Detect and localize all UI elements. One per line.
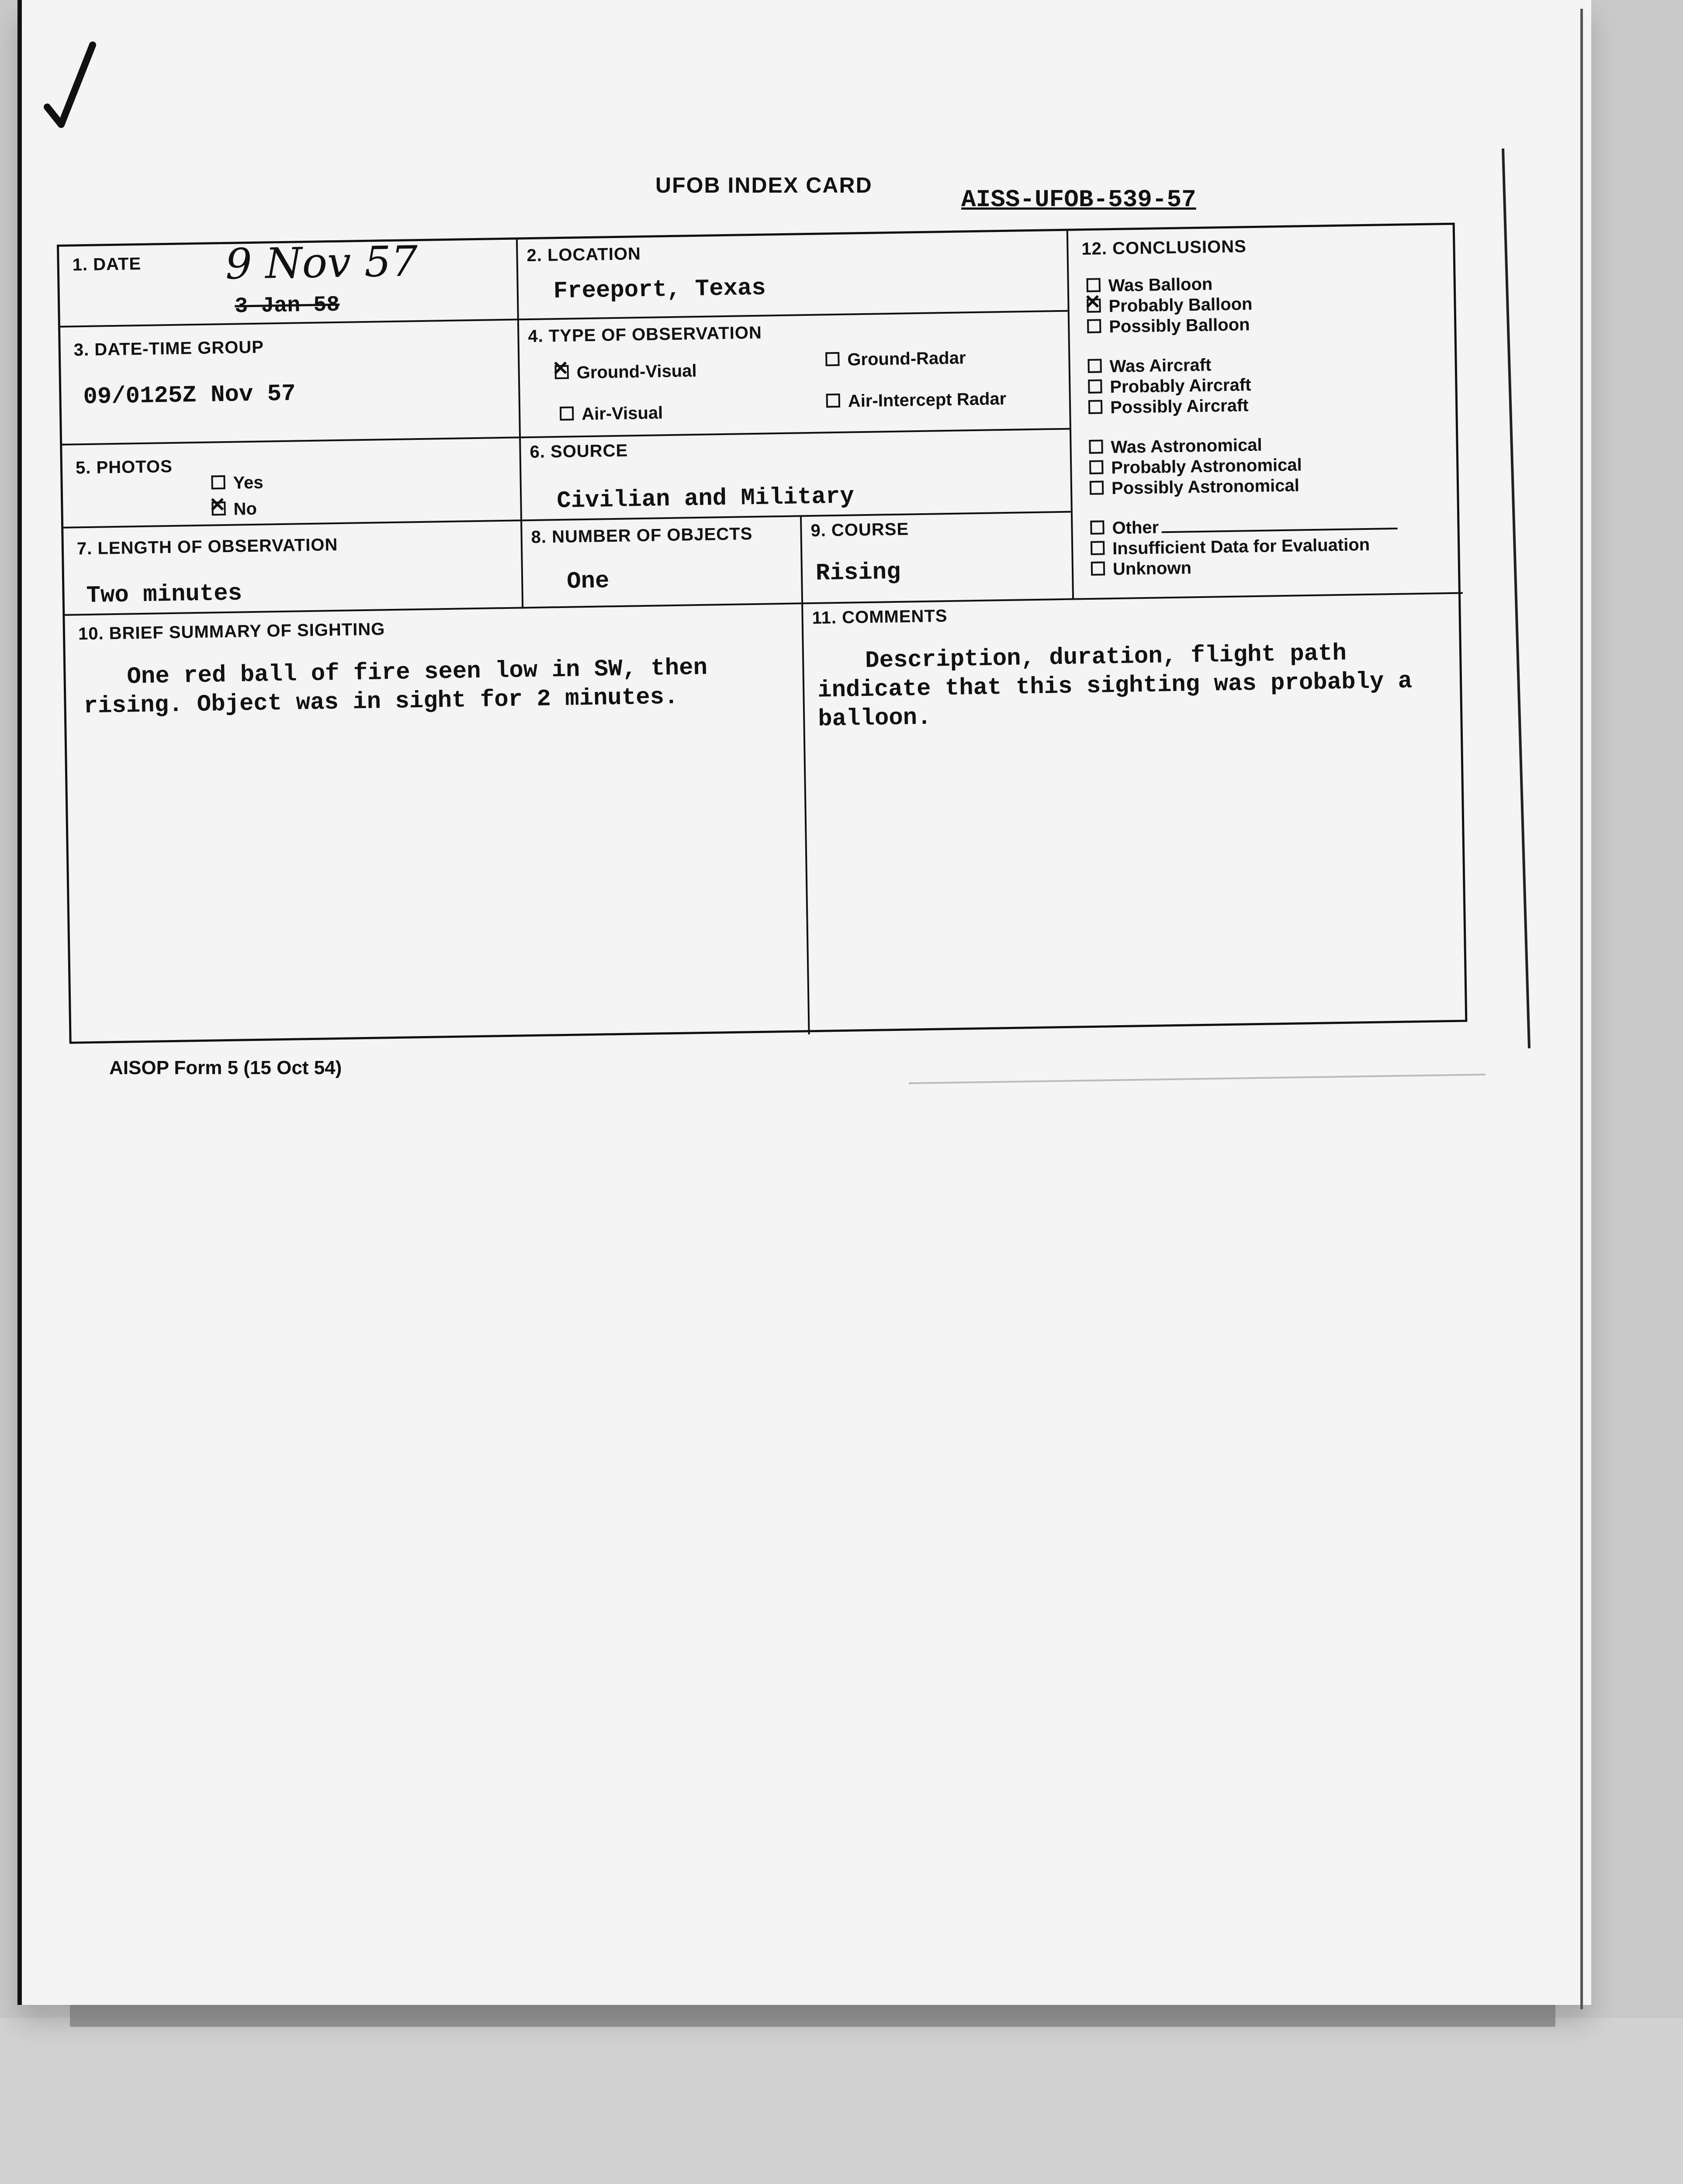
location-label: 2. LOCATION [526,244,641,266]
cell-number-of-objects [522,517,803,608]
index-card [57,223,1467,1044]
checkmark-icon [44,41,96,129]
option-ground-radar[interactable]: Ground-Radar [825,348,966,370]
comments-value: Description, duration, flight path indicate that this sighting was probably a balloon. [817,640,1413,733]
form-identifier: AISOP Form 5 (15 Oct 54) [109,1057,342,1078]
conclusion-probably-balloon[interactable]: ✕Probably Balloon [1087,294,1253,317]
option-ground-visual[interactable]: ✕Ground-Visual [554,361,697,383]
summary-value: One red ball of fire seen low in SW, then rising. Object was in sight for 2 minutes. [83,654,708,720]
page-shadow [70,2005,1555,2027]
checkbox-checked-icon[interactable] [554,365,568,379]
conclusion-possibly-astronomical[interactable]: Possibly Astronomical [1090,476,1299,499]
checkbox-checked-icon[interactable] [1087,299,1101,313]
checkbox-icon[interactable] [1088,380,1102,394]
checkbox-icon[interactable] [1089,460,1103,474]
source-label: 6. SOURCE [530,441,628,462]
cell-comments [803,594,1469,1035]
option-air-intercept-radar[interactable]: Air-Intercept Radar [826,389,1007,411]
length-of-observation-label: 7. LENGTH OF OBSERVATION [76,535,338,559]
source-value: Civilian and Military [556,483,855,515]
conclusion-possibly-aircraft[interactable]: Possibly Aircraft [1088,396,1249,418]
checkbox-icon[interactable] [1087,359,1101,373]
checkbox-icon[interactable] [1089,440,1103,454]
checkbox-icon[interactable] [1091,562,1105,576]
date-struck-value: 3 Jan 58 [234,292,340,319]
cell-location [518,231,1070,321]
cell-conclusions [1068,225,1463,600]
number-of-objects-value: One [566,568,609,595]
card-number: AISS-UFOB-539-57 [961,186,1196,214]
date-value: 9 Nov 57 [225,237,418,289]
summary-label: 10. BRIEF SUMMARY OF SIGHTING [78,619,385,644]
conclusion-insufficient-data[interactable]: Insufficient Data for Evaluation [1091,535,1370,559]
conclusion-was-aircraft[interactable]: Was Aircraft [1087,356,1211,377]
checkbox-icon[interactable] [825,352,839,366]
checkbox-icon[interactable] [1088,400,1102,414]
cell-type-of-observation [519,312,1071,439]
date-time-group-value: 09/0125Z Nov 57 [83,380,296,411]
cell-course [802,513,1074,605]
checkbox-icon[interactable] [1090,521,1104,535]
cell-photos [62,438,522,528]
checkbox-icon[interactable] [560,407,574,421]
conclusion-unknown[interactable]: Unknown [1091,558,1192,580]
option-photos-yes[interactable]: Yes [211,473,263,494]
lower-background [0,2018,1683,2184]
course-label: 9. COURSE [810,519,909,540]
comments-label: 11. COMMENTS [812,606,948,628]
checkbox-checked-icon[interactable] [211,501,225,515]
conclusion-possibly-balloon[interactable]: Possibly Balloon [1087,315,1250,337]
card-title: UFOB INDEX CARD [655,173,873,197]
option-air-visual[interactable]: Air-Visual [560,403,663,425]
cell-date [59,239,519,327]
conclusions-label: 12. CONCLUSIONS [1081,237,1247,259]
type-of-observation-label: 4. TYPE OF OBSERVATION [528,323,762,346]
other-blank-line [1161,528,1397,533]
cell-date-time-group [60,320,521,445]
conclusion-was-balloon[interactable]: Was Balloon [1086,274,1212,296]
checkbox-icon[interactable] [826,394,840,408]
number-of-objects-label: 8. NUMBER OF OBJECTS [531,524,753,547]
photos-label: 5. PHOTOS [75,456,173,478]
cell-source [521,430,1073,522]
date-label: 1. DATE [72,254,142,275]
option-photos-no[interactable]: ✕No [211,499,257,520]
conclusion-probably-aircraft[interactable]: Probably Aircraft [1088,375,1251,397]
checkbox-icon[interactable] [1087,319,1101,333]
checkbox-icon[interactable] [1091,541,1105,555]
course-value: Rising [815,559,901,587]
conclusion-probably-astronomical[interactable]: Probably Astronomical [1089,455,1302,478]
date-time-group-label: 3. DATE-TIME GROUP [73,337,264,360]
conclusion-was-astronomical[interactable]: Was Astronomical [1089,435,1262,458]
cell-summary [65,604,810,1046]
cell-length-of-observation [63,521,523,615]
checkbox-icon[interactable] [211,475,225,489]
conclusion-other[interactable]: Other [1090,514,1397,539]
checkbox-icon[interactable] [1090,481,1104,495]
length-of-observation-value: Two minutes [86,580,242,610]
location-value: Freeport, Texas [553,275,766,305]
